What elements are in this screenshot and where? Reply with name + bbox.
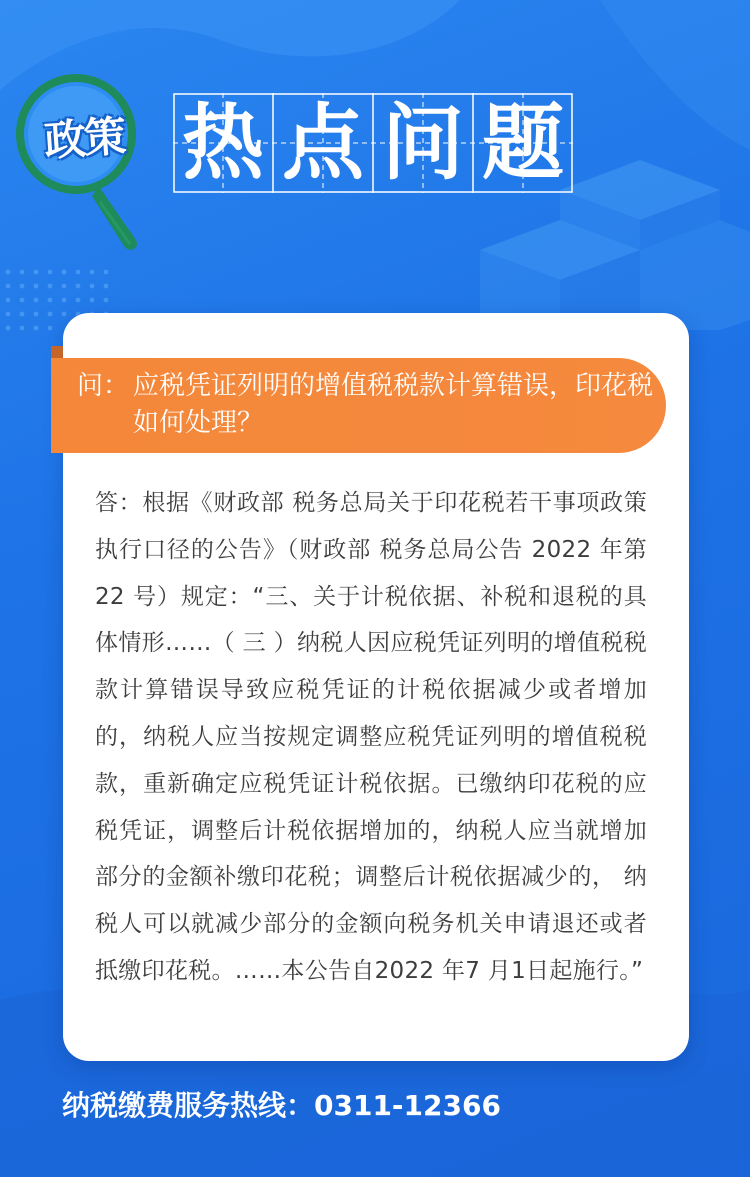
- badge-label: 政策: [42, 111, 126, 166]
- service-hotline: 纳税缴费服务热线：0311-12366: [62, 1089, 501, 1122]
- page-title: [173, 97, 573, 189]
- title-char: 问: [381, 95, 464, 191]
- title-char: 热: [181, 95, 264, 191]
- question-tab-fold: [51, 346, 63, 358]
- title-char: 题: [481, 95, 564, 191]
- question: [77, 368, 657, 442]
- question-text: 应税凭证列明的增值税税款计算错误，印花税如何处理？: [133, 371, 654, 438]
- policy-badge: [14, 72, 142, 252]
- question-prefix: 问：: [77, 371, 130, 401]
- title-char: 点: [281, 95, 364, 191]
- title-block: [173, 93, 573, 193]
- answer-text: 答：根据《财政部 税务总局关于印花税若干事项政策执行口径的公告》（财政部 税务总局公告 2022 年第 22 号）规定：“三、关于计税依据、补税和退税的具体情形……（ 三 ）纳税人因应税凭证列明的增值税税款计算错误导致应税凭证的计税依据减少或者增加的，纳税人应当按规定调整应税凭证列明的增值税税款，重新确定应税凭证计税依据。已缴纳印花税的应税凭证，调整后计税依据增加的，纳税人应当就增加部分的金额补缴印花税；调整后计税依据减少的， 纳税人可以就减少部分的金额向税务机关申请退还或者抵缴印花税。……本公告自2022 年7 月1日起施行。”: [95, 490, 647, 984]
